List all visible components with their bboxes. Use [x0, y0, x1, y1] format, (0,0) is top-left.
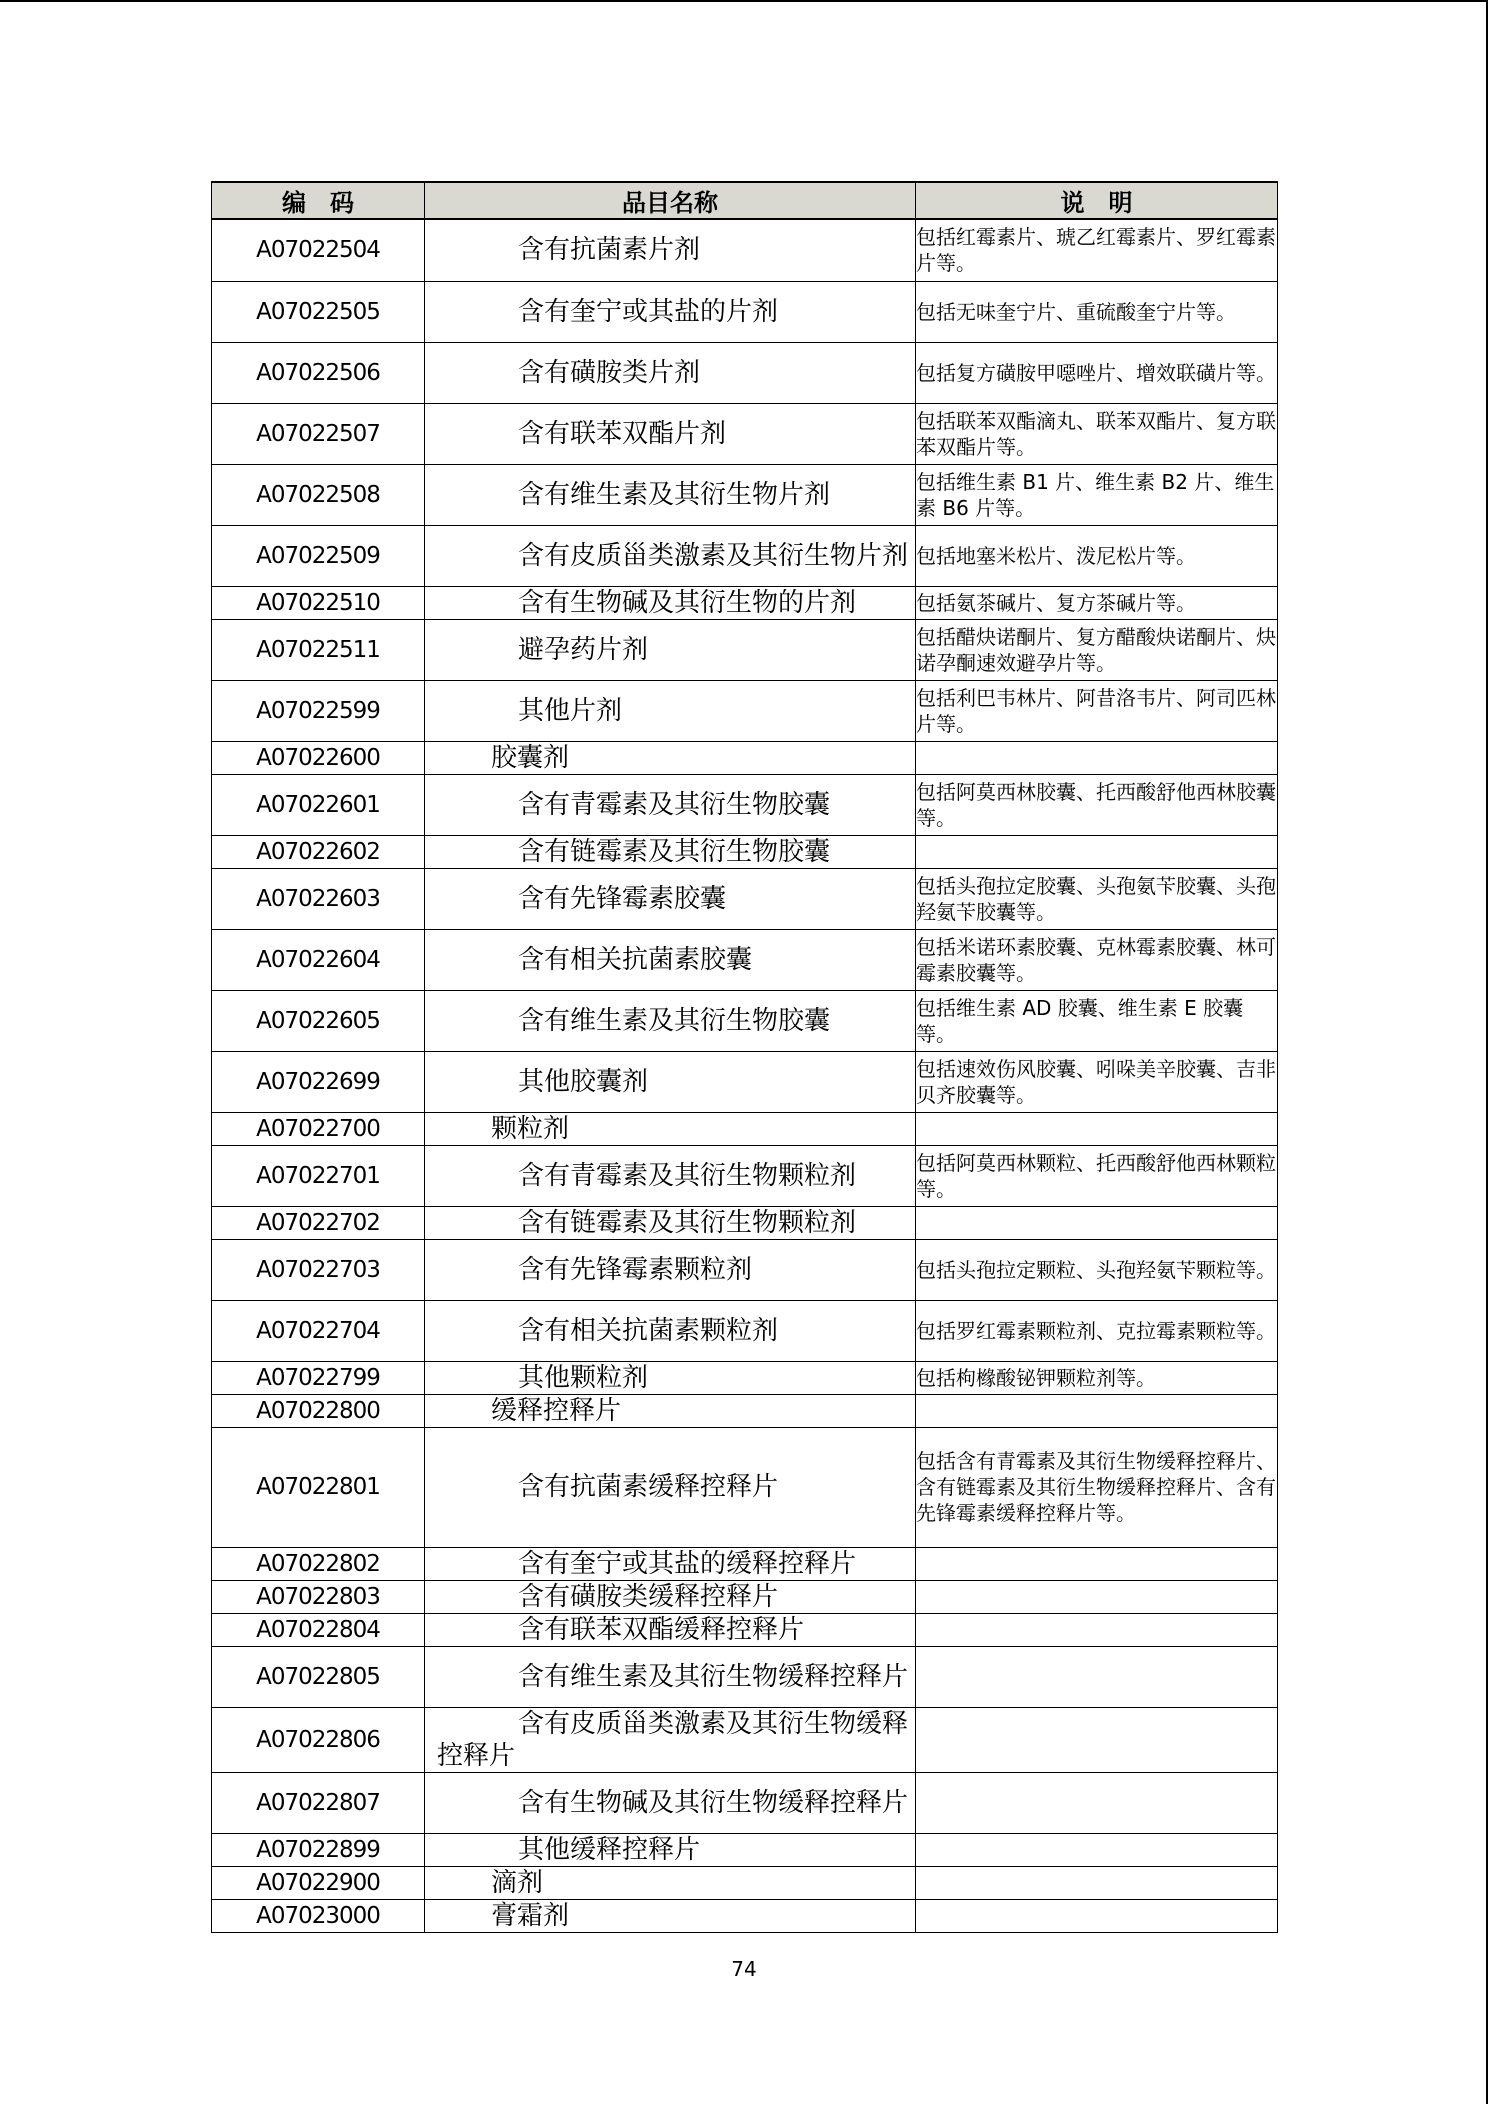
row-name: 含有皮质甾类激素及其衍生物片剂 — [425, 525, 916, 586]
row-code: A07022504 — [212, 219, 425, 281]
row-description — [916, 1112, 1278, 1145]
header-desc: 说 明 — [916, 182, 1278, 219]
row-name: 其他颗粒剂 — [425, 1361, 916, 1394]
row-code: A07022802 — [212, 1547, 425, 1580]
row-code: A07023000 — [212, 1899, 425, 1932]
row-name: 含有联苯双酯缓释控释片 — [425, 1613, 916, 1646]
row-code: A07022804 — [212, 1613, 425, 1646]
row-code: A07022699 — [212, 1051, 425, 1112]
row-code: A07022505 — [212, 281, 425, 342]
row-name: 缓释控释片 — [425, 1394, 916, 1427]
table-body — [212, 219, 1278, 1932]
row-description: 包括枸橼酸铋钾颗粒剂等。 — [916, 1361, 1278, 1394]
row-code: A07022806 — [212, 1707, 425, 1772]
row-name: 含有磺胺类片剂 — [425, 342, 916, 403]
row-code: A07022900 — [212, 1866, 425, 1899]
row-name: 胶囊剂 — [425, 741, 916, 774]
row-description: 包括无味奎宁片、重硫酸奎宁片等。 — [916, 281, 1278, 342]
row-description: 包括速效伤风胶囊、吲哚美辛胶囊、吉非贝齐胶囊等。 — [916, 1051, 1278, 1112]
row-code: A07022510 — [212, 586, 425, 619]
row-name: 含有抗菌素片剂 — [425, 219, 916, 281]
row-code: A07022511 — [212, 619, 425, 680]
row-name: 含有相关抗菌素颗粒剂 — [425, 1300, 916, 1361]
row-description: 包括阿莫西林胶囊、托西酸舒他西林胶囊等。 — [916, 774, 1278, 835]
row-description: 包括罗红霉素颗粒剂、克拉霉素颗粒等。 — [916, 1300, 1278, 1361]
table-row — [212, 1112, 1278, 1145]
row-name: 其他缓释控释片 — [425, 1833, 916, 1866]
table-row — [212, 741, 1278, 774]
row-description — [916, 1613, 1278, 1646]
table-row — [212, 774, 1278, 835]
row-name: 含有维生素及其衍生物缓释控释片 — [425, 1646, 916, 1707]
table-row — [212, 342, 1278, 403]
table-row — [212, 1300, 1278, 1361]
row-code: A07022702 — [212, 1206, 425, 1239]
row-name: 含有磺胺类缓释控释片 — [425, 1580, 916, 1613]
row-name: 颗粒剂 — [425, 1112, 916, 1145]
table-row — [212, 586, 1278, 619]
row-name: 避孕药片剂 — [425, 619, 916, 680]
table-header-row — [212, 182, 1278, 219]
table-row — [212, 680, 1278, 741]
row-description — [916, 1394, 1278, 1427]
table-row — [212, 1394, 1278, 1427]
row-description — [916, 1899, 1278, 1932]
row-code: A07022704 — [212, 1300, 425, 1361]
row-description — [916, 1833, 1278, 1866]
row-description — [916, 835, 1278, 868]
table-row — [212, 1866, 1278, 1899]
row-code: A07022599 — [212, 680, 425, 741]
row-name: 含有生物碱及其衍生物缓释控释片 — [425, 1772, 916, 1833]
table-row — [212, 619, 1278, 680]
row-code: A07022603 — [212, 868, 425, 929]
row-name: 含有奎宁或其盐的缓释控释片 — [425, 1547, 916, 1580]
row-code: A07022602 — [212, 835, 425, 868]
row-code: A07022799 — [212, 1361, 425, 1394]
table-row — [212, 929, 1278, 990]
row-name: 含有相关抗菌素胶囊 — [425, 929, 916, 990]
row-code: A07022703 — [212, 1239, 425, 1300]
row-description: 包括联苯双酯滴丸、联苯双酯片、复方联苯双酯片等。 — [916, 403, 1278, 464]
catalog-table — [211, 181, 1278, 1933]
row-code: A07022601 — [212, 774, 425, 835]
table-row — [212, 1547, 1278, 1580]
row-description: 包括复方磺胺甲噁唑片、增效联磺片等。 — [916, 342, 1278, 403]
row-code: A07022508 — [212, 464, 425, 525]
row-code: A07022899 — [212, 1833, 425, 1866]
row-code: A07022701 — [212, 1145, 425, 1206]
row-name: 含有青霉素及其衍生物胶囊 — [425, 774, 916, 835]
row-description — [916, 1206, 1278, 1239]
row-description: 包括头孢拉定颗粒、头孢羟氨苄颗粒等。 — [916, 1239, 1278, 1300]
table-row — [212, 990, 1278, 1051]
row-name: 含有维生素及其衍生物胶囊 — [425, 990, 916, 1051]
row-name: 含有链霉素及其衍生物颗粒剂 — [425, 1206, 916, 1239]
row-description: 包括维生素 AD 胶囊、维生素 E 胶囊等。 — [916, 990, 1278, 1051]
row-name: 含有青霉素及其衍生物颗粒剂 — [425, 1145, 916, 1206]
table-row — [212, 1646, 1278, 1707]
row-code: A07022605 — [212, 990, 425, 1051]
row-name: 其他片剂 — [425, 680, 916, 741]
row-name: 膏霜剂 — [425, 1899, 916, 1932]
table-row — [212, 835, 1278, 868]
table-row — [212, 525, 1278, 586]
page-number: 74 — [731, 1957, 757, 1981]
table-row — [212, 1051, 1278, 1112]
row-code: A07022604 — [212, 929, 425, 990]
table-row — [212, 1707, 1278, 1772]
row-name: 含有联苯双酯片剂 — [425, 403, 916, 464]
page-top-border — [0, 0, 1488, 2]
row-description — [916, 1646, 1278, 1707]
row-code: A07022509 — [212, 525, 425, 586]
table-row — [212, 1427, 1278, 1547]
table-row — [212, 219, 1278, 281]
row-code: A07022805 — [212, 1646, 425, 1707]
row-description: 包括红霉素片、琥乙红霉素片、罗红霉素片等。 — [916, 219, 1278, 281]
table-row — [212, 403, 1278, 464]
table-row — [212, 1239, 1278, 1300]
table-row — [212, 1145, 1278, 1206]
row-code: A07022801 — [212, 1427, 425, 1547]
row-description: 包括头孢拉定胶囊、头孢氨苄胶囊、头孢羟氨苄胶囊等。 — [916, 868, 1278, 929]
table-row — [212, 1613, 1278, 1646]
row-description: 包括醋炔诺酮片、复方醋酸炔诺酮片、炔诺孕酮速效避孕片等。 — [916, 619, 1278, 680]
row-description — [916, 741, 1278, 774]
row-code: A07022807 — [212, 1772, 425, 1833]
row-description: 包括地塞米松片、泼尼松片等。 — [916, 525, 1278, 586]
row-description — [916, 1772, 1278, 1833]
row-code: A07022507 — [212, 403, 425, 464]
table-row — [212, 1361, 1278, 1394]
row-name: 含有先锋霉素颗粒剂 — [425, 1239, 916, 1300]
table-row — [212, 1833, 1278, 1866]
row-code: A07022600 — [212, 741, 425, 774]
row-name: 含有生物碱及其衍生物的片剂 — [425, 586, 916, 619]
row-name: 含有奎宁或其盐的片剂 — [425, 281, 916, 342]
table-row — [212, 281, 1278, 342]
row-code: A07022700 — [212, 1112, 425, 1145]
row-description — [916, 1580, 1278, 1613]
row-code: A07022800 — [212, 1394, 425, 1427]
row-name: 含有皮质甾类激素及其衍生物缓释控释片 — [425, 1707, 916, 1772]
row-description: 包括含有青霉素及其衍生物缓释控释片、含有链霉素及其衍生物缓释控释片、含有先锋霉素缓释控释片等。 — [916, 1427, 1278, 1547]
row-description: 包括阿莫西林颗粒、托西酸舒他西林颗粒等。 — [916, 1145, 1278, 1206]
row-description — [916, 1866, 1278, 1899]
table-row — [212, 868, 1278, 929]
table-row — [212, 1206, 1278, 1239]
row-description: 包括氨茶碱片、复方茶碱片等。 — [916, 586, 1278, 619]
row-description: 包括利巴韦林片、阿昔洛韦片、阿司匹林片等。 — [916, 680, 1278, 741]
row-description — [916, 1547, 1278, 1580]
row-code: A07022506 — [212, 342, 425, 403]
row-description: 包括维生素 B1 片、维生素 B2 片、维生素 B6 片等。 — [916, 464, 1278, 525]
row-name: 其他胶囊剂 — [425, 1051, 916, 1112]
header-code: 编 码 — [212, 182, 425, 219]
table-row — [212, 1772, 1278, 1833]
table-row — [212, 464, 1278, 525]
row-description — [916, 1707, 1278, 1772]
row-code: A07022803 — [212, 1580, 425, 1613]
table-row — [212, 1580, 1278, 1613]
row-description: 包括米诺环素胶囊、克林霉素胶囊、林可霉素胶囊等。 — [916, 929, 1278, 990]
row-name: 含有链霉素及其衍生物胶囊 — [425, 835, 916, 868]
row-name: 含有抗菌素缓释控释片 — [425, 1427, 916, 1547]
row-name: 含有先锋霉素胶囊 — [425, 868, 916, 929]
row-name: 含有维生素及其衍生物片剂 — [425, 464, 916, 525]
header-name: 品目名称 — [425, 182, 916, 219]
row-name: 滴剂 — [425, 1866, 916, 1899]
table-row — [212, 1899, 1278, 1932]
